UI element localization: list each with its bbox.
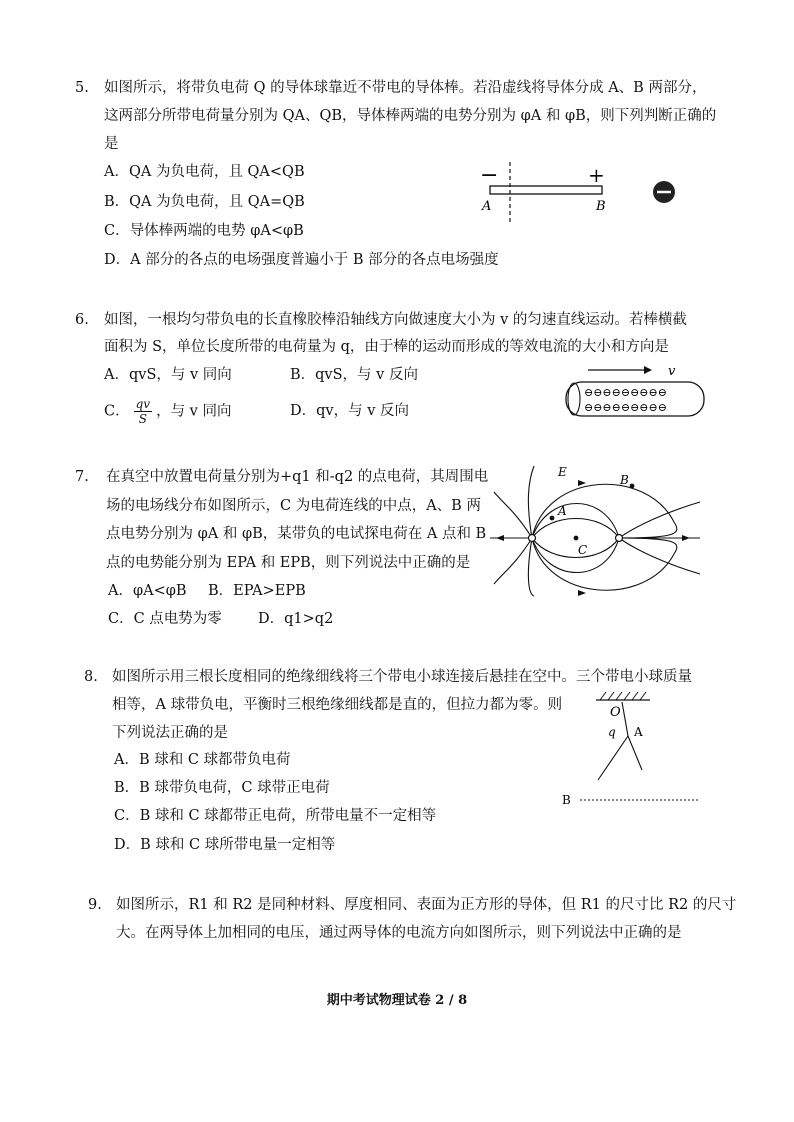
charge-row-top: ⊖⊖⊖⊖⊖⊖⊖⊖⊖ xyxy=(584,386,667,399)
question-number: 8. xyxy=(84,669,98,685)
fraction-numerator: qv xyxy=(135,397,151,411)
option-a: A．qvS，与 v 同向 xyxy=(104,367,232,383)
field-arrow xyxy=(578,480,586,486)
q8-figure xyxy=(550,688,710,808)
field-line xyxy=(494,538,532,584)
question-number: 7. xyxy=(75,469,89,485)
question-number: 5. xyxy=(75,80,89,96)
option-c: C．B 球和 C 球都带正电荷，所带电量不一定相等 xyxy=(114,808,437,824)
ceiling-hatch xyxy=(600,692,646,700)
option-d: D．qv，与 v 反向 xyxy=(290,403,410,419)
label-a: A xyxy=(558,504,567,518)
question-text: 如图所示，R1 和 R2 是同种材料、厚度相同、表面为正方形的导体，但 R1 的尺寸比 R2 的尺寸 xyxy=(116,897,737,913)
charge-q1 xyxy=(529,535,536,542)
label-b: B xyxy=(596,199,606,214)
field-line xyxy=(532,538,619,558)
point-a xyxy=(550,516,555,521)
q7-field-figure xyxy=(486,462,706,598)
field-arrow xyxy=(496,535,504,541)
field-line xyxy=(619,502,700,538)
option-b: B．B 球带负电荷，C 球带正电荷 xyxy=(114,780,330,796)
question-text: 如图，一根均匀带负电的长直橡胶棒沿轴线方向做速度大小为 v 的匀速直线运动。若棒横截 xyxy=(104,312,687,328)
label-c: C xyxy=(578,543,588,557)
label-o: O xyxy=(610,705,621,720)
question-number: 6. xyxy=(75,312,89,328)
point-c xyxy=(574,536,579,541)
charge-q2 xyxy=(616,535,623,542)
fraction xyxy=(134,397,152,426)
rod-end xyxy=(568,383,580,415)
q5-figure xyxy=(470,160,690,230)
question-text: 点电势分别为 φA 和 φB，某带负的电试探电荷在 A 点和 B xyxy=(106,526,487,542)
option-c: C．C 点电势为零 xyxy=(108,611,222,627)
question-text: 面积为 S，单位长度所带的电荷量为 q，由于棒的运动而形成的等效电流的大小和方向是 xyxy=(104,339,669,355)
thread-ab xyxy=(598,736,628,780)
field-line xyxy=(532,519,619,539)
thread-oa xyxy=(622,702,628,736)
q6-figure xyxy=(560,362,710,422)
label-b: B xyxy=(562,793,571,807)
question-text: 场的电场线分布如图所示，C 为电荷连线的中点，A、B 两 xyxy=(106,498,481,514)
field-line xyxy=(494,492,532,538)
option-c: C．导体棒两端的电势 φA<φB xyxy=(104,223,304,239)
label-q: q xyxy=(608,725,616,739)
option-a: A．B 球和 C 球都带负电荷 xyxy=(114,752,291,768)
fraction-denominator: S xyxy=(138,412,147,426)
charge-row-bottom: ⊖⊖⊖⊖⊖⊖⊖⊖⊖ xyxy=(584,401,667,414)
option-a: A．QA 为负电荷，且 QA<QB xyxy=(104,164,305,180)
field-arrow xyxy=(578,590,586,596)
option-b: B．qvS，与 v 反向 xyxy=(290,367,418,383)
option-c xyxy=(104,397,232,426)
field-line xyxy=(532,538,619,573)
point-b xyxy=(630,484,635,489)
question-text: 这两部分所带电荷量分别为 QA、QB，导体棒两端的电势分别为 φA 和 φB，则下列判断正确的 xyxy=(104,108,717,124)
question-text: 在真空中放置电荷量分别为+q1 和-q2 的点电荷，其周围电 xyxy=(106,469,489,485)
question-text: 是 xyxy=(104,136,119,152)
page-footer: 期中考试物理试卷 2 / 8 xyxy=(326,993,468,1008)
velocity-label: v xyxy=(668,364,676,379)
question-text: 下列说法正确的是 xyxy=(112,725,228,741)
option-c-prefix: C． xyxy=(104,403,130,420)
field-line xyxy=(532,484,677,538)
question-text: 点的电势能分别为 EPA 和 EPB，则下列说法中正确的是 xyxy=(106,555,471,571)
question-text: 相等，A 球带负电，平衡时三根绝缘细线都是直的，但拉力都为零。则 xyxy=(112,697,563,713)
conductor-rod xyxy=(490,186,602,194)
option-b: B．QA 为负电荷，且 QA=QB xyxy=(104,194,305,210)
option-b: B．EPA>EPB xyxy=(208,583,306,599)
minus-sign: − xyxy=(480,163,499,188)
option-d: D．B 球和 C 球所带电量一定相等 xyxy=(114,837,336,853)
question-number: 9. xyxy=(88,897,102,913)
field-line xyxy=(619,538,700,574)
question-text: 如图所示，将带负电荷 Q 的导体球靠近不带电的导体棒。若沿虚线将导体分成 A、B 两部分， xyxy=(104,80,707,96)
option-a: A．φA<φB xyxy=(108,583,187,599)
label-e: E xyxy=(558,465,567,479)
thread-ac xyxy=(628,736,642,770)
label-a: A xyxy=(482,199,492,214)
option-d: D．A 部分的各点的电场强度普遍小于 B 部分的各点电场强度 xyxy=(104,252,499,268)
field-arrow xyxy=(682,535,690,541)
label-a: A xyxy=(634,725,643,739)
field-line xyxy=(532,538,677,590)
velocity-arrowhead xyxy=(644,366,652,374)
field-line xyxy=(532,504,619,539)
plus-sign: + xyxy=(588,163,605,187)
field-line xyxy=(528,538,534,596)
option-c-suffix: ，与 v 同向 xyxy=(156,403,232,420)
field-line xyxy=(528,466,534,538)
question-text: 大。在两导体上加相同的电压，通过两导体的电流方向如图所示，则下列说法中正确的是 xyxy=(116,925,682,941)
question-text: 如图所示用三根长度相同的绝缘细线将三个带电小球连接后悬挂在空中。三个带电小球质量 xyxy=(112,669,692,685)
label-b: B xyxy=(620,473,629,487)
option-d: D．q1>q2 xyxy=(258,611,334,627)
